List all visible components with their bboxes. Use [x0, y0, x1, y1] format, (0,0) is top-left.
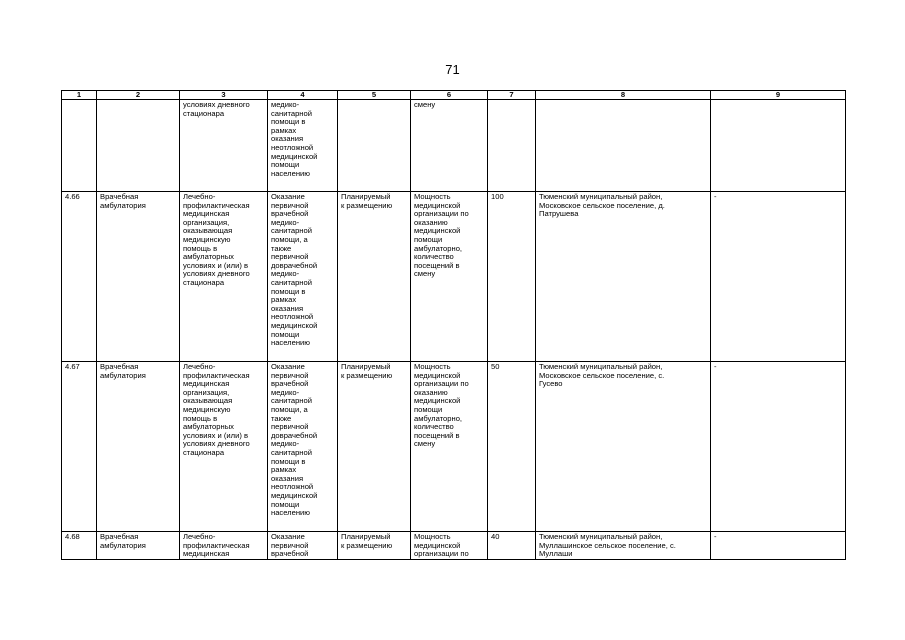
capacity-cell [488, 100, 536, 192]
column-header: 7 [488, 91, 536, 100]
row-number-cell: 4.67 [62, 362, 97, 532]
zone-cell: - [711, 362, 846, 532]
characteristic-cell: Мощность медицинской организации по оказанию медицинской помощи амбулаторно, количество посещений в смену [411, 192, 488, 362]
zone-cell: - [711, 532, 846, 560]
characteristic-cell: Мощность медицинской организации по оказанию медицинской помощи амбулаторно, количество посещений в смену [411, 362, 488, 532]
table-header-row [62, 91, 846, 100]
column-header: 9 [711, 91, 846, 100]
object-type-cell: Лечебно- профилактическая медицинская организация, оказывающая медицинскую помощь в амбулаторных условиях и (или) в условиях дневного стационара [180, 192, 268, 362]
purpose-cell: Оказание первичной врачебной [268, 532, 338, 560]
page-number: 71 [445, 62, 460, 77]
column-header: 6 [411, 91, 488, 100]
object-name-cell: Врачебная амбулатория [97, 192, 180, 362]
column-header: 8 [536, 91, 711, 100]
row-number-cell: 4.66 [62, 192, 97, 362]
facilities-table [61, 90, 846, 560]
purpose-cell: медико- санитарной помощи в рамках оказания неотложной медицинской помощи населению [268, 100, 338, 192]
column-header: 5 [338, 91, 411, 100]
row-number-cell: 4.68 [62, 532, 97, 560]
characteristic-cell: смену [411, 100, 488, 192]
capacity-cell: 50 [488, 362, 536, 532]
column-header: 4 [268, 91, 338, 100]
table-row [62, 532, 846, 560]
table-row [62, 192, 846, 362]
zone-cell [711, 100, 846, 192]
characteristic-cell: Мощность медицинской организации по [411, 532, 488, 560]
column-header: 2 [97, 91, 180, 100]
status-cell [338, 100, 411, 192]
location-cell: Тюменский муниципальный район, Московское сельское поселение, д. Патрушева [536, 192, 711, 362]
object-name-cell: Врачебная амбулатория [97, 532, 180, 560]
status-cell: Планируемый к размещению [338, 362, 411, 532]
object-name-cell: Врачебная амбулатория [97, 362, 180, 532]
location-cell [536, 100, 711, 192]
capacity-cell: 40 [488, 532, 536, 560]
status-cell: Планируемый к размещению [338, 532, 411, 560]
column-header: 1 [62, 91, 97, 100]
column-header: 3 [180, 91, 268, 100]
table-row [62, 362, 846, 532]
capacity-cell: 100 [488, 192, 536, 362]
purpose-cell: Оказание первичной врачебной медико- санитарной помощи, а также первичной доврачебной медико- санитарной помощи в рамках оказания неотложной медицинской помощи населению [268, 362, 338, 532]
location-cell: Тюменский муниципальный район, Муллашинское сельское поселение, с. Муллаши [536, 532, 711, 560]
object-type-cell: Лечебно- профилактическая медицинская [180, 532, 268, 560]
table-row [62, 100, 846, 192]
object-type-cell: Лечебно- профилактическая медицинская организация, оказывающая медицинскую помощь в амбулаторных условиях и (или) в условиях дневного стационара [180, 362, 268, 532]
location-cell: Тюменский муниципальный район, Московское сельское поселение, с. Гусево [536, 362, 711, 532]
object-name-cell [97, 100, 180, 192]
zone-cell: - [711, 192, 846, 362]
purpose-cell: Оказание первичной врачебной медико- санитарной помощи, а также первичной доврачебной медико- санитарной помощи в рамках оказания неотложной медицинской помощи населению [268, 192, 338, 362]
object-type-cell: условиях дневного стационара [180, 100, 268, 192]
row-number-cell [62, 100, 97, 192]
status-cell: Планируемый к размещению [338, 192, 411, 362]
